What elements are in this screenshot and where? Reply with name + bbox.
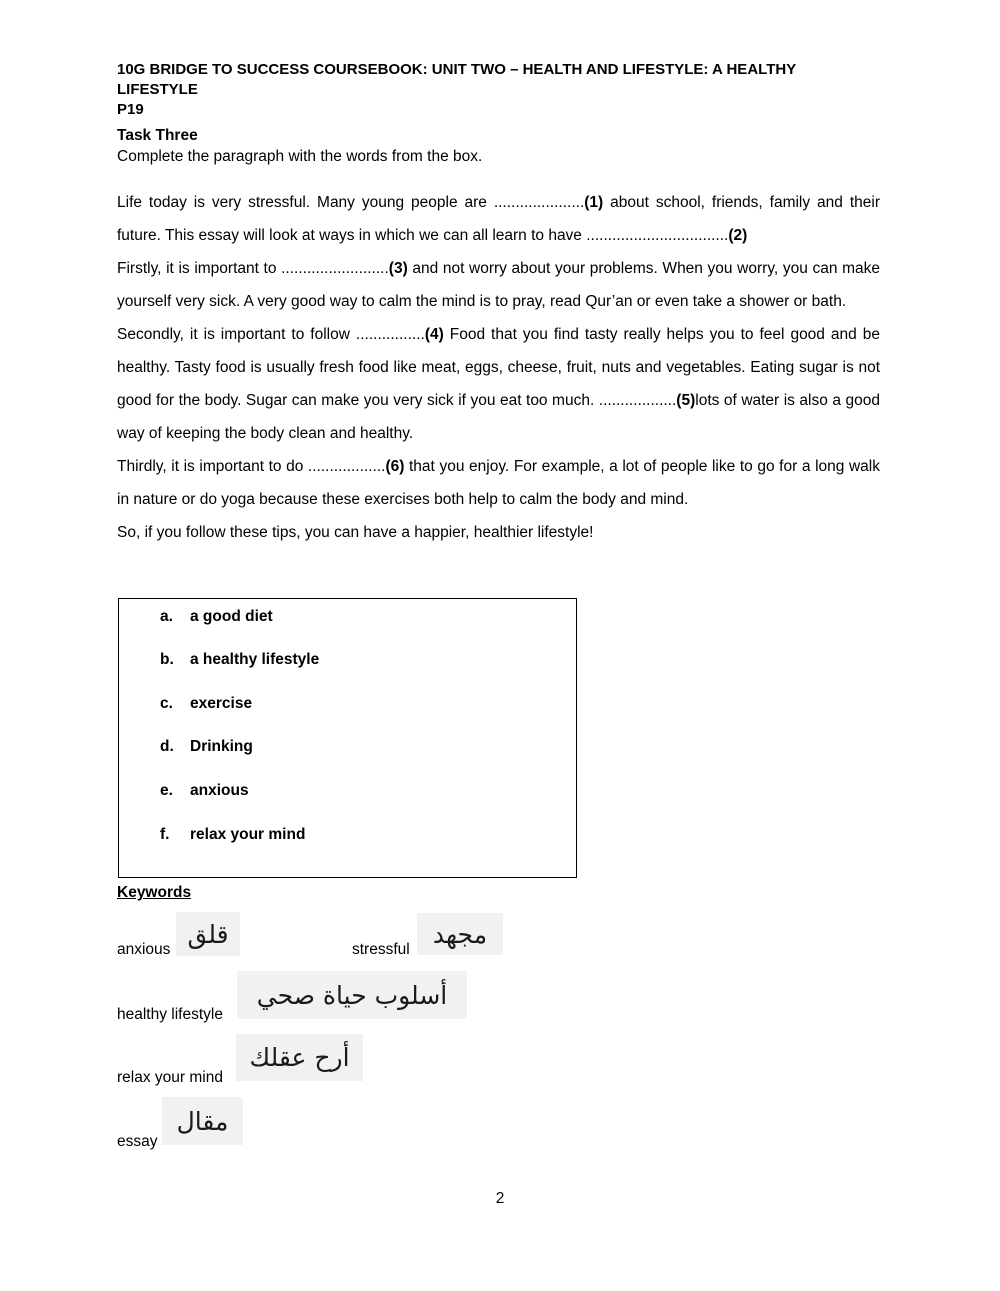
- gap-number-3: (3): [388, 260, 408, 277]
- gap-number-2: (2): [728, 227, 748, 244]
- essay-text: lots of water is also a good way of keeping the body clean and healthy.: [117, 392, 880, 442]
- keyword-essay: essay: [117, 1133, 158, 1150]
- document-title-line-1: 10G BRIDGE TO SUCCESS COURSEBOOK: UNIT TWO – HEALTH AND LIFESTYLE: A HEALTHY LIFESTYLE: [117, 61, 796, 98]
- essay-paragraph-3: [117, 318, 880, 450]
- option-text: exercise: [190, 695, 253, 712]
- document-title-line-2: P19: [117, 101, 144, 118]
- option-letter: c.: [160, 695, 173, 712]
- option-text: anxious: [190, 782, 249, 799]
- word-box: [118, 598, 577, 878]
- essay-paragraph-4: [117, 450, 880, 516]
- option-text: a good diet: [190, 608, 273, 625]
- option-letter: d.: [160, 738, 174, 755]
- page-number: 2: [495, 1190, 505, 1207]
- gap-number-6: (6): [385, 458, 405, 475]
- keyword-healthy-lifestyle: healthy lifestyle: [117, 1006, 223, 1023]
- essay-text: Life today is very stressful. Many young people are .....................: [117, 194, 585, 211]
- essay-text: Firstly, it is important to .........................: [117, 260, 389, 277]
- word-option-e: [160, 781, 249, 801]
- gap-number-1: (1): [584, 194, 604, 211]
- option-letter: a.: [160, 608, 173, 625]
- option-letter: e.: [160, 782, 173, 799]
- essay-text: Secondly, it is important to follow ................: [117, 326, 425, 343]
- essay-text: that you enjoy. For example, a lot of people like to go for a long walk in nature or do yoga because these exercises both help to calm the body and mind.: [117, 458, 880, 508]
- option-letter: f.: [160, 826, 170, 843]
- essay-paragraph-2: [117, 252, 880, 318]
- gap-number-5: (5): [676, 392, 696, 409]
- essay-paragraph-5: So, if you follow these tips, you can have a happier, healthier lifestyle!: [117, 524, 594, 541]
- word-option-f: [160, 825, 305, 845]
- option-letter: b.: [160, 651, 174, 668]
- essay-body: [117, 186, 880, 549]
- keyword-anxious-translation: قلق: [176, 912, 240, 956]
- option-text: a healthy lifestyle: [190, 651, 320, 668]
- essay-paragraph-1: [117, 186, 880, 252]
- keyword-stressful: stressful: [352, 941, 410, 958]
- word-option-c: [160, 694, 252, 714]
- option-text: Drinking: [190, 738, 253, 755]
- keyword-anxious: anxious: [117, 941, 171, 958]
- essay-text: Thirdly, it is important to do ..................: [117, 458, 386, 475]
- keyword-stressful-translation: مجهد: [417, 913, 503, 955]
- keyword-essay-translation: مقال: [162, 1097, 243, 1145]
- task-heading: Task Three: [117, 127, 198, 144]
- word-option-b: [160, 650, 319, 670]
- keyword-healthy-lifestyle-translation: أسلوب حياة صحي: [237, 971, 467, 1019]
- essay-text: Food that you find tasty really helps you to feel good and be healthy. Tasty food is usually fresh food like meat, eggs, cheese, fruit, nuts and vegetables. Eating sugar is not good for the body. Sugar can make you very sick if you eat too much. ..................: [117, 326, 880, 409]
- keywords-heading: Keywords: [117, 884, 192, 901]
- gap-number-4: (4): [424, 326, 444, 343]
- keyword-relax-your-mind-translation: أرح عقلك: [236, 1034, 363, 1081]
- word-option-a: [160, 607, 273, 627]
- keyword-relax-your-mind: relax your mind: [117, 1069, 223, 1086]
- word-option-d: [160, 737, 253, 757]
- document-title: [117, 60, 880, 120]
- task-instruction: Complete the paragraph with the words from the box.: [117, 148, 483, 165]
- essay-text: and not worry about your problems. When you worry, you can make yourself very sick. A very good way to calm the mind is to pray, read Qur’an or even take a shower or bath.: [117, 260, 880, 310]
- essay-text: about school, friends, family and their future. This essay will look at ways in which we can all learn to have .................................: [117, 194, 880, 244]
- option-text: relax your mind: [190, 826, 306, 843]
